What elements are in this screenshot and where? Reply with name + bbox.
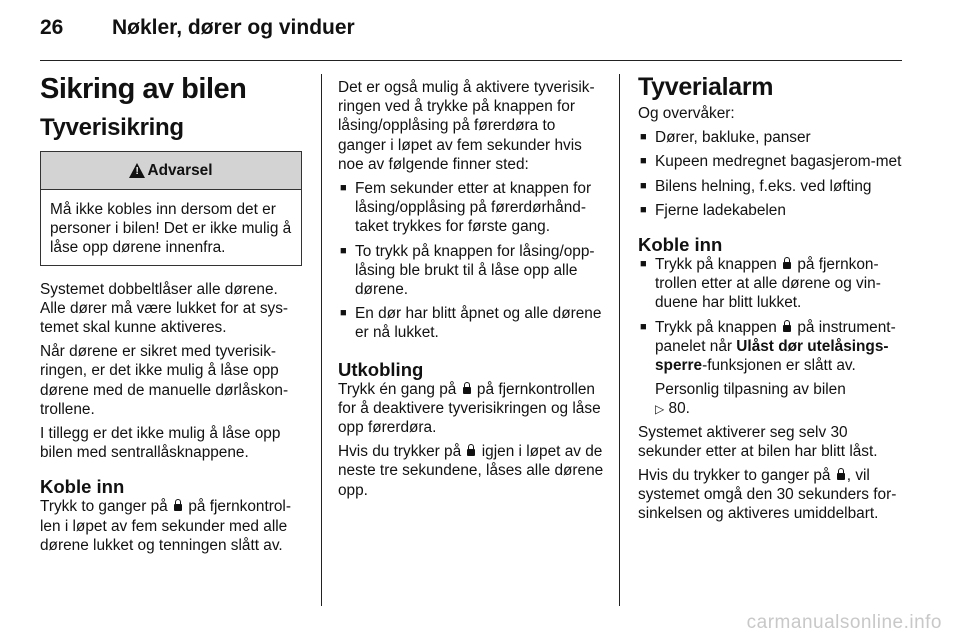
section-title: Sikring av bilen [40,73,247,105]
lock-icon [174,504,182,511]
lock-icon [783,262,791,269]
heading-koble-inn: Koble inn [40,476,125,498]
text-run: Trykk én gang på [338,380,457,398]
activation-list [638,255,906,420]
text-run: på fjernkontrol-len i løpet av fem sekunder med alle dørene lukket og tenningen slått av. [40,498,291,554]
warning-label: Advarsel [147,161,213,179]
paragraph: Når dørene er sikret med tyverisik-ringen, er det ikke mulig å låse opp dørene med de manuelle dørlåskon-trollene. [40,343,289,418]
paragraph [338,442,604,500]
heading-utkobling: Utkobling [338,358,424,380]
list-item: ■ En dør har blitt åpnet og alle dørene er nå lukket. [338,304,604,342]
reference-text: Personlig tilpasning av bilen [655,381,846,399]
list-item: ■ Fem sekunder etter at knappen for låsing/opplåsing på førerdørhånd-taket trykkes for første gang. [338,179,604,237]
text-run: igjen i løpet av de neste tre sekundene, låses alle dørene opp. [338,443,604,499]
paragraph: Det er også mulig å aktivere tyverisik-ringen ved å trykke på knappen for låsing/opplåsing på førerdøra to ganger i løpet av fem sekunder hvis noe av følgende finner sted: [338,79,595,173]
monitor-list [638,128,906,220]
warning-icon [129,163,145,178]
monitors-label: Og overvåker: [638,105,735,122]
list-item: ■ Bilens helning, f.eks. ved løfting [638,177,906,196]
page-number: 26 [40,16,64,39]
subsection-title: Tyverisikring [40,114,184,141]
paragraph: Systemet dobbeltlåser alle dørene. Alle dører må være lukket for at sys-temet skal kunne aktiveres. [40,280,289,337]
paragraph [638,466,906,524]
paragraph: Systemet aktiverer seg selv 30 sekunder etter at bilen har blitt låst. [638,423,878,460]
list-item: ■ To trykk på knappen for låsing/opp-låsing ble brukt til å låse opp alle dørene. [338,242,604,300]
cross-reference [655,380,906,419]
page-header [40,16,920,56]
condition-list [338,179,604,343]
lock-icon [837,473,845,480]
text-run: på fjernkontrollen for å deaktivere tyverisikringen og låse opp førerdøra. [338,380,601,437]
paragraph: I tillegg er det ikke mulig å låse opp bilen med sentrallåsknappene. [40,425,281,462]
chapter-title: Nøkler, dører og vinduer [112,16,355,39]
text-run: Trykk på knappen [655,256,777,274]
warning-box [40,151,302,266]
column-divider-2 [619,74,620,606]
watermark: carmanualsonline.info [746,612,942,633]
paragraph [338,380,604,438]
text-run: på fjernkon-trollen etter at alle dørene og vin-duene har blitt lukket. [655,256,881,312]
column-3 [638,72,906,524]
heading-koble-inn: Koble inn [638,234,723,256]
text-run: Hvis du trykker på [338,443,462,461]
column-divider-1 [321,74,322,606]
function-name: Ulåst dør utelåsings-sperre [655,337,889,375]
list-item: ■ Kupeen medregnet bagasjerom-met [638,152,906,171]
text-run: på instrument-panelet når [655,318,896,355]
lock-icon [783,325,791,332]
warning-header [41,152,301,190]
list-item [638,255,906,313]
list-item: ■ Fjerne ladekabelen [638,201,906,220]
text-run: Hvis du trykker to ganger på [638,467,831,485]
text-run: , vil systemet omgå den 30 sekunders for-sinkelsen og aktiveres umiddelbart. [638,467,897,523]
text-run: Trykk på knappen [655,318,777,336]
column-1 [40,72,302,555]
header-divider [40,60,902,61]
text-run: -funksjonen er slått av. [702,357,856,375]
lock-icon [467,449,475,456]
page-ref-icon: ▷ [655,402,665,417]
lock-icon [463,387,471,394]
list-item [638,318,906,420]
section-title-alarm: Tyverialarm [638,73,774,101]
column-2 [338,78,604,500]
warning-text: Må ikke kobles inn dersom det er personer i bilen! Det er ikke mulig å låse opp dørene innenfra. [50,201,292,257]
list-item: ■ Dører, bakluke, panser [638,128,906,147]
page-ref-number: 80. [668,400,690,418]
text-run: Trykk to ganger på [40,498,168,516]
paragraph [40,497,302,555]
